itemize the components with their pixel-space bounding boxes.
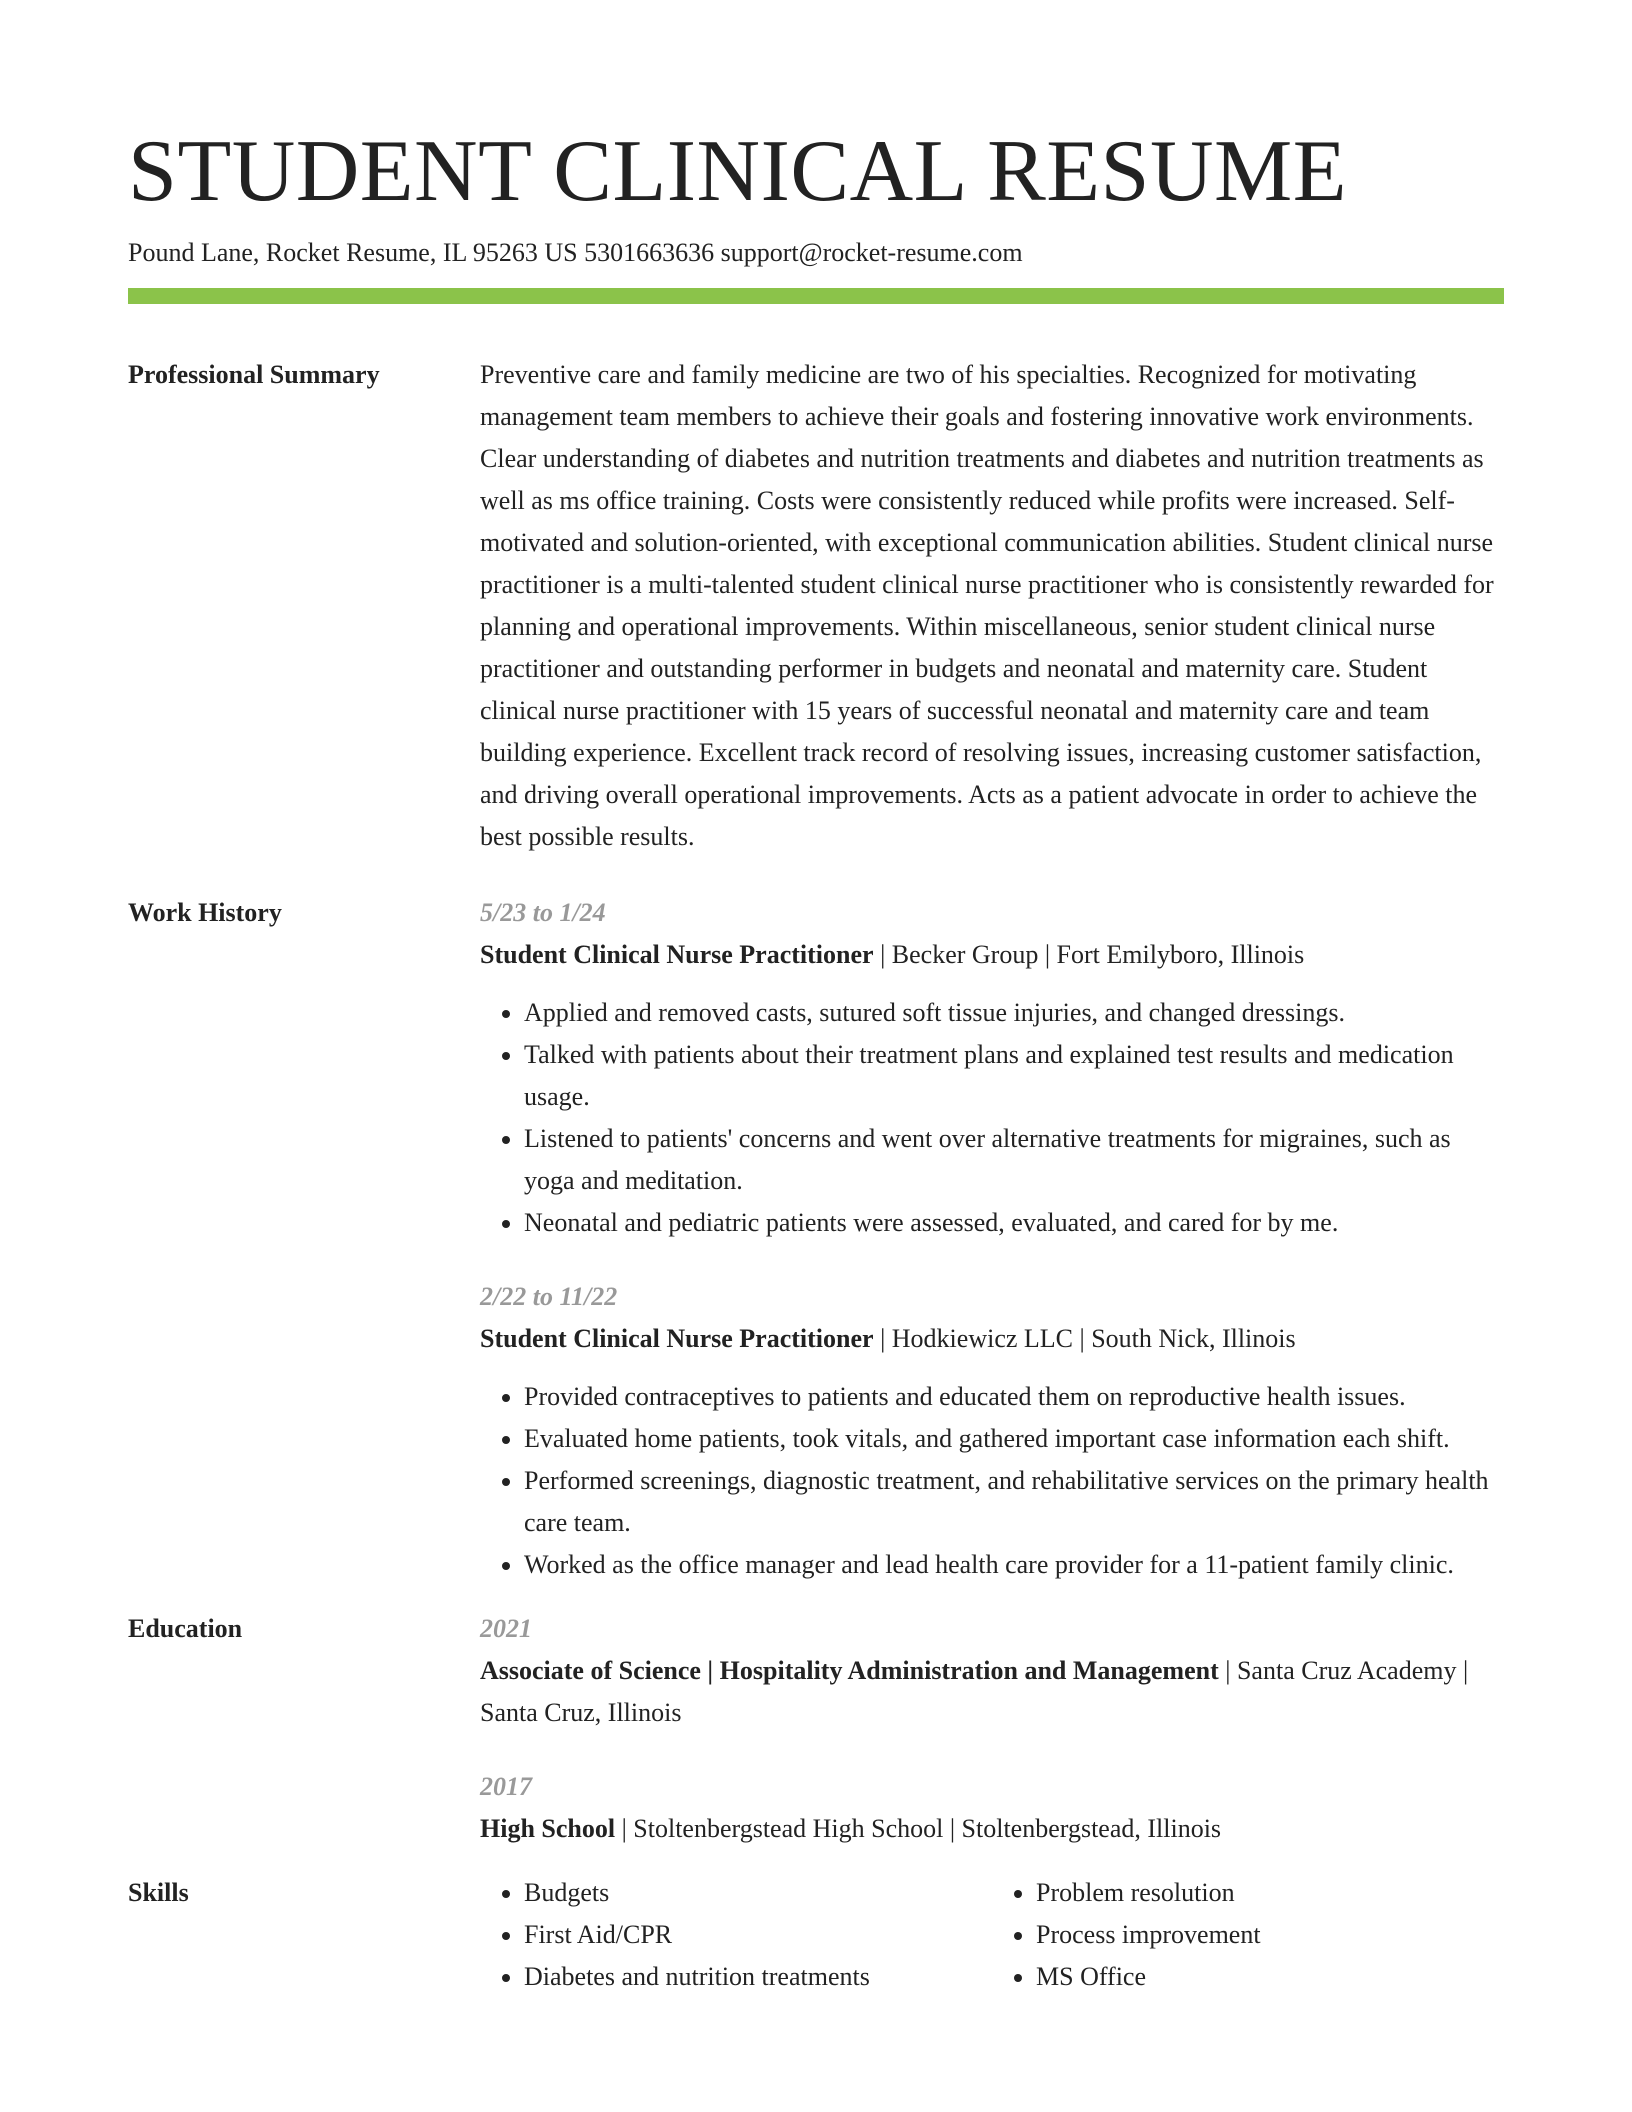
education-entry: [480, 1608, 1504, 1734]
job-bullet: • Listened to patients' concerns and went over alternative treatments for migraines, such as yoga and meditation.: [524, 1118, 1504, 1202]
education-section: [128, 1608, 1504, 1850]
job-title: Student Clinical Nurse Practitioner: [480, 1324, 874, 1353]
job-title: Student Clinical Nurse Practitioner: [480, 940, 874, 969]
job-bullet: • Worked as the office manager and lead health care provider for a 11-patient family clinic.: [524, 1544, 1504, 1586]
work-history-section: [128, 892, 1504, 1586]
job-heading: [480, 934, 1504, 976]
job-entry: [480, 1276, 1504, 1586]
education-heading: [480, 1808, 1504, 1850]
job-dates: 2/22 to 11/22: [480, 1282, 618, 1311]
education-year: 2017: [480, 1772, 532, 1801]
resume-page: [128, 0, 1504, 1998]
summary-section: [128, 354, 1504, 858]
contact-line: Pound Lane, Rocket Resume, IL 95263 US 5301663636 support@rocket-resume.com: [128, 238, 1023, 267]
job-bullet: • Neonatal and pediatric patients were assessed, evaluated, and cared for by me.: [524, 1202, 1504, 1244]
job-entry: [480, 892, 1504, 1244]
job-bullets: [480, 992, 1504, 1244]
work-history-body: [480, 892, 1504, 1586]
job-dates: 5/23 to 1/24: [480, 898, 606, 927]
education-degree: High School: [480, 1814, 616, 1843]
skills-columns: [480, 1872, 1504, 1998]
education-entry: [480, 1766, 1504, 1850]
skills-body: [480, 1872, 1504, 1998]
skills-section: [128, 1872, 1504, 1998]
section-label-summary: Professional Summary: [128, 360, 380, 389]
education-year: 2021: [480, 1614, 532, 1643]
job-details: | Hodkiewicz LLC | South Nick, Illinois: [873, 1324, 1296, 1353]
job-bullet: • Evaluated home patients, took vitals, and gathered important case information each shift.: [524, 1418, 1504, 1460]
education-details: | Stoltenbergstead High School | Stoltenbergstead, Illinois: [615, 1814, 1222, 1843]
education-body: [480, 1608, 1504, 1850]
education-heading: [480, 1650, 1504, 1734]
skill-item: • Budgets: [524, 1872, 992, 1914]
skill-item: • First Aid/CPR: [524, 1914, 992, 1956]
job-bullet: • Performed screenings, diagnostic treatment, and rehabilitative services on the primary health care team.: [524, 1460, 1504, 1544]
job-bullets: [480, 1376, 1504, 1586]
job-bullet: • Provided contraceptives to patients and educated them on reproductive health issues.: [524, 1376, 1504, 1418]
section-label-work: Work History: [128, 898, 282, 927]
skills-list-left: [480, 1872, 992, 1998]
summary-body: [480, 354, 1504, 858]
job-heading: [480, 1318, 1504, 1360]
education-details: | Santa Cruz Academy | Santa Cruz, Illinois: [480, 1656, 1469, 1727]
skill-item: • Process improvement: [1036, 1914, 1504, 1956]
job-bullet: • Talked with patients about their treatment plans and explained test results and medication usage.: [524, 1034, 1504, 1118]
resume-title: STUDENT CLINICAL RESUME: [128, 123, 1348, 220]
job-details: | Becker Group | Fort Emilyboro, Illinois: [873, 940, 1305, 969]
summary-text: Preventive care and family medicine are two of his specialties. Recognized for motivating management team members to achieve their goals and fostering innovative work environments. Clear understanding of diabetes and nutrition treatments and diabetes and nutrition treatments as well as ms office training. Costs were consistently reduced while profits were increased. Self-motivated and solution-oriented, with exceptional communication abilities. Student clinical nurse practitioner is a multi-talented student clinical nurse practitioner who is consistently rewarded for planning and operational improvements. Within miscellaneous, senior student clinical nurse practitioner and outstanding performer in budgets and neonatal and maternity care. Student clinical nurse practitioner with 15 years of successful neonatal and maternity care and team building experience. Excellent track record of resolving issues, increasing customer satisfaction, and driving overall operational improvements. Acts as a patient advocate in order to achieve the best possible results.: [480, 360, 1494, 851]
education-degree: Associate of Science | Hospitality Administration and Management: [480, 1656, 1219, 1685]
section-label-education: Education: [128, 1614, 243, 1643]
job-bullet: • Applied and removed casts, sutured soft tissue injuries, and changed dressings.: [524, 992, 1504, 1034]
header-accent-rule: [128, 288, 1504, 304]
skills-list-right: [992, 1872, 1504, 1998]
section-label-skills: Skills: [128, 1878, 189, 1907]
skill-item: • Diabetes and nutrition treatments: [524, 1956, 992, 1998]
skill-item: • Problem resolution: [1036, 1872, 1504, 1914]
skill-item: • MS Office: [1036, 1956, 1504, 1998]
